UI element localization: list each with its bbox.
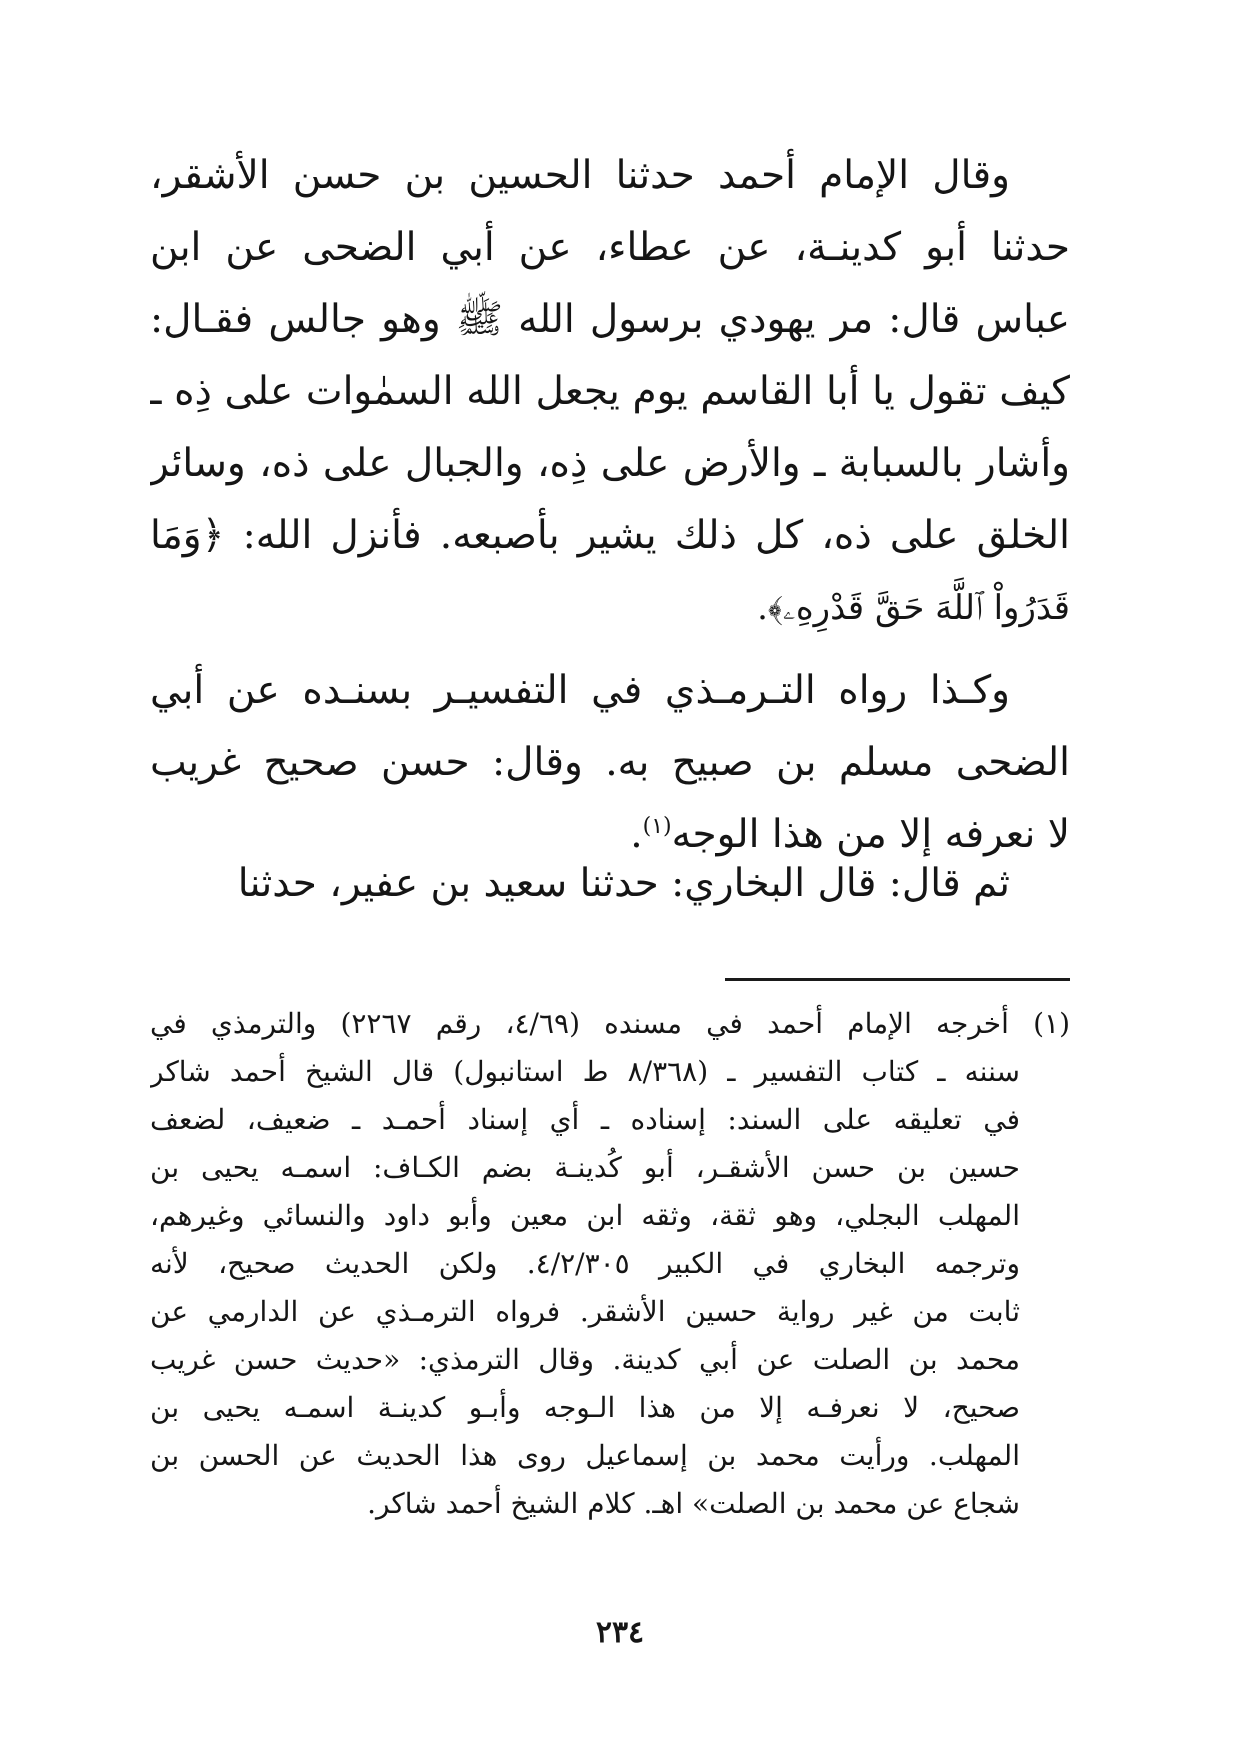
footnote-line: في تعليقه على السند: إسناده ـ أي إسناد أحمـد ـ ضعيف، لضعف: [150, 1103, 1020, 1136]
quran-verse-line: قَدَرُواْ ٱللَّهَ حَقَّ قَدْرِهِۦ﴾.: [757, 588, 1070, 628]
paragraph-bukhari-narration: [150, 848, 1070, 920]
paragraph-tirmidhi-narration: [150, 655, 1070, 871]
text-line: وقال الإمام أحمد حدثنا الحسين بن حسن الأشقر،: [150, 153, 1010, 198]
text-line: كيف تقول يا أبا القاسم يوم يجعل الله السمٰوات على ذِه ـ: [150, 369, 1070, 414]
page-number: ٢٣٤: [595, 1615, 645, 1650]
text-line: الخلق على ذه، كل ذلك يشير بأصبعه. فأنزل الله: ﴿وَمَا: [150, 513, 1070, 558]
text-line: حدثنا أبو كدينـة، عن عطاء، عن أبي الضحى عن ابن: [150, 225, 1070, 270]
footnotes-section: [150, 1000, 1070, 1528]
footnote-line: المهلب. ورأيت محمد بن إسماعيل روى هذا الحديث عن الحسن بن: [150, 1439, 1020, 1472]
text-line: وكـذا رواه التـرمـذي في التفسيـر بسنـده عن أبي: [150, 668, 1010, 713]
footnote-line: شجاع عن محمد بن الصلت» اهـ. كلام الشيخ أحمد شاكر.: [367, 1487, 1020, 1520]
footnote-line: حسين بن حسن الأشقـر، أبو كُدينـة بضم الكـاف: اسمـه يحيى بن: [150, 1151, 1020, 1184]
text-line: ثم قال: قال البخاري: حدثنا سعيد بن عفير، حدثنا: [237, 861, 1010, 906]
text-line: الضحى مسلم بن صبيح به. وقال: حسن صحيح غريب: [150, 740, 1070, 785]
footnote-line: (١) أخرجه الإمام أحمد في مسنده (٤/٦٩، رقم ٢٢٦٧) والترمذي في: [150, 1007, 1070, 1040]
text-line: عباس قال: مر يهودي برسول الله ﷺ وهو جالس فقـال:: [150, 297, 1070, 342]
paragraph-hadith-narration: [150, 140, 1070, 644]
text-line: وأشار بالسبابة ـ والأرض على ذِه، والجبال على ذه، وسائر: [150, 441, 1070, 486]
footnote-line: ثابت من غير رواية حسين الأشقر. فرواه الترمـذي عن الدارمي عن: [150, 1295, 1020, 1328]
footnote-line: وترجمه البخاري في الكبير ٤/٢/٣٠٥. ولكن الحديث صحيح، لأنه: [150, 1247, 1020, 1280]
footnote-line: صحيح، لا نعرفـه إلا من هذا الـوجه وأبـو كدينـة اسمـه يحيى بن: [150, 1391, 1020, 1424]
footnote-line: سننه ـ كتاب التفسير ـ (٨/٣٦٨ ط استانبول) قال الشيخ أحمد شاكر: [150, 1055, 1020, 1088]
footnote-line: المهلب البجلي، وهو ثقة، وثقه ابن معين وأبو داود والنسائي وغيرهم،: [150, 1199, 1020, 1232]
footnote-divider: [725, 978, 1070, 981]
footnote-reference[interactable]: (١): [642, 814, 672, 839]
footnote-line: محمد بن الصلت عن أبي كدينة. وقال الترمذي: «حديث حسن غريب: [150, 1343, 1020, 1376]
text-segment: لا نعرفه إلا من هذا الوجه: [671, 812, 1070, 857]
sentence-end: .: [630, 812, 643, 857]
